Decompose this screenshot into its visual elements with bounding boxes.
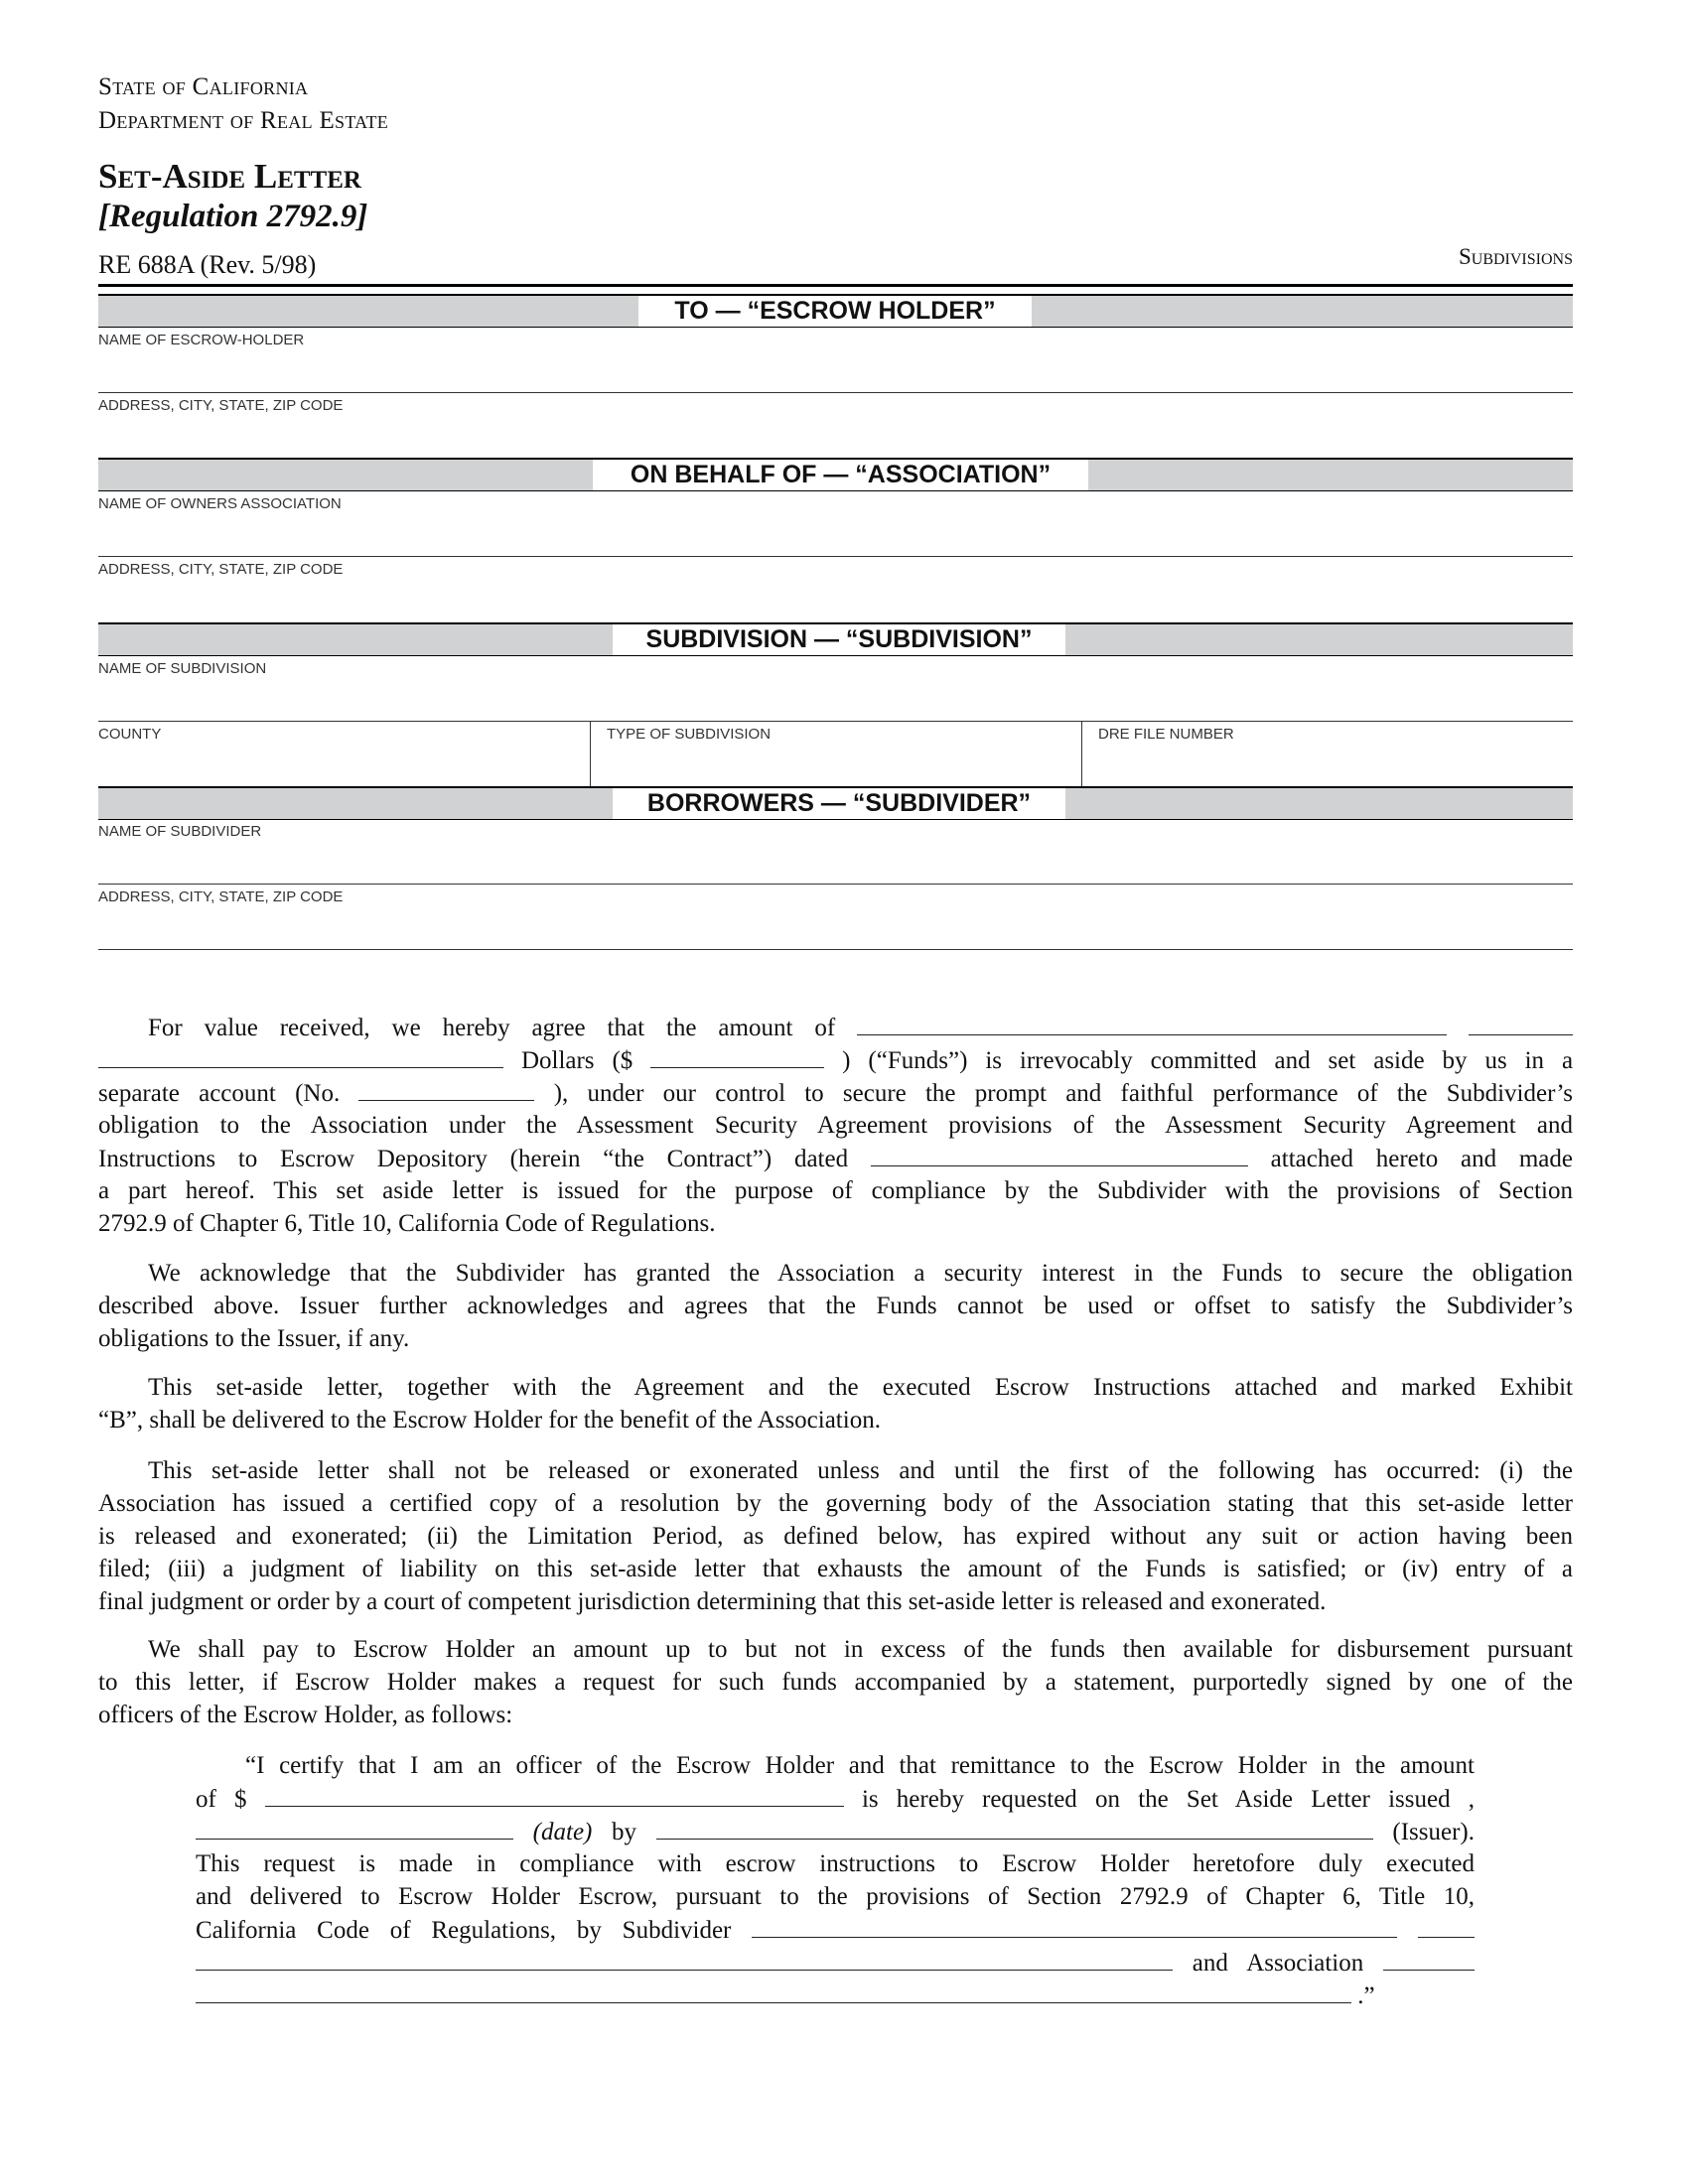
subdivider-address-label: ADDRESS, CITY, STATE, ZIP CODE	[98, 888, 344, 905]
paragraph-line	[196, 1979, 1475, 2011]
text-segment: We shall pay to Escrow Holder an amount up to but not in excess of the funds then available for disbursement pursuant	[148, 1636, 1573, 1663]
text-segment: attached hereto and made	[1270, 1146, 1573, 1172]
escrow-address-label: ADDRESS, CITY, STATE, ZIP CODE	[98, 397, 344, 414]
paragraph-line	[98, 1043, 1573, 1076]
fill-in-blank[interactable]	[358, 1076, 534, 1101]
paragraph-line	[98, 1553, 1573, 1585]
paragraph-line	[98, 1322, 1573, 1355]
paragraph-line	[148, 1257, 1573, 1290]
fill-in-blank[interactable]	[871, 1142, 1248, 1166]
fill-in-blank[interactable]	[98, 1043, 503, 1068]
text-segment: to this letter, if Escrow Holder makes a request for such funds accompanied by a statement, purportedly signed by one of the	[98, 1669, 1573, 1696]
association-address-label: ADDRESS, CITY, STATE, ZIP CODE	[98, 561, 344, 578]
subdivision-type-field[interactable]	[593, 743, 1079, 784]
text-segment: California Code of Regulations, by Subdivider	[196, 1917, 732, 1944]
section-heading-subdivider: BORROWERS — “SUBDIVIDER”	[613, 788, 1065, 819]
paragraph-line	[98, 1585, 1573, 1618]
text-segment: of $	[196, 1786, 247, 1813]
text-segment: a part hereof. This set aside letter is issued for the purpose of compliance by the Subdivider with the provisions of Section	[98, 1177, 1573, 1204]
subdivider-address-field[interactable]	[98, 904, 1573, 948]
dre-file-number-field[interactable]	[1084, 743, 1573, 784]
text-segment: For value received, we hereby agree that the amount of	[148, 1015, 836, 1041]
field-line	[98, 392, 1573, 393]
text-segment: filed; (iii) a judgment of liability on this set-aside letter that exhausts the amount of the Funds is satisfied; or (iv) entry of a	[98, 1556, 1573, 1582]
paragraph-line	[98, 1076, 1573, 1109]
paragraph-line	[245, 1749, 1475, 1782]
fill-in-blank[interactable]	[265, 1782, 844, 1807]
regulation-reference: [Regulation 2792.9]	[98, 199, 368, 234]
paragraph-line	[196, 1815, 1475, 1847]
paragraph-line	[196, 1946, 1475, 1979]
text-segment: Instructions to Escrow Depository (herein “the Contract”) dated	[98, 1146, 849, 1172]
text-segment: 2792.9 of Chapter 6, Title 10, California Code of Regulations.	[98, 1210, 716, 1237]
paragraph-line	[98, 1666, 1573, 1699]
text-segment: We acknowledge that the Subdivider has granted the Association a security interest in the Funds to secure the obligation	[148, 1260, 1573, 1287]
paragraph-line	[196, 1880, 1475, 1913]
form-number: RE 688A (Rev. 5/98)	[98, 250, 317, 279]
text-segment: .”	[1357, 1982, 1375, 2009]
text-segment: is hereby requested on the Set Aside Letter issued ,	[861, 1786, 1476, 1813]
association-name-field[interactable]	[98, 511, 1573, 555]
escrow-address-field[interactable]	[98, 413, 1573, 457]
section-band-escrow	[98, 294, 1573, 328]
fill-in-blank[interactable]	[196, 1979, 1351, 2003]
county-field[interactable]	[98, 743, 587, 784]
text-segment: ) (“Funds”) is irrevocably committed and set aside by us in a	[842, 1047, 1574, 1074]
paragraph-line	[98, 1520, 1573, 1553]
text-segment: obligations to the Issuer, if any.	[98, 1325, 410, 1352]
county-label: COUNTY	[98, 726, 162, 743]
text-segment: This set-aside letter shall not be released or exonerated unless and until the first of the following has occurred: (i) the	[148, 1457, 1573, 1484]
paragraph-line	[196, 1847, 1475, 1880]
section-band-subdivider	[98, 786, 1573, 820]
association-name-label: NAME OF OWNERS ASSOCIATION	[98, 495, 342, 512]
form-title: Set-Aside Letter	[98, 157, 361, 196]
field-divider	[1081, 721, 1082, 786]
text-segment: “B”, shall be delivered to the Escrow Holder for the benefit of the Association.	[98, 1407, 881, 1433]
section-band-subdivision	[98, 622, 1573, 656]
text-segment: is released and exonerated; (ii) the Limitation Period, as defined below, has expired without any suit or action having been	[98, 1523, 1573, 1550]
subdivider-name-field[interactable]	[98, 839, 1573, 883]
text-segment: and Association	[1192, 1950, 1364, 1977]
subdivision-name-label: NAME OF SUBDIVISION	[98, 660, 267, 677]
fill-in-blank[interactable]	[196, 1815, 513, 1840]
text-segment: described above. Issuer further acknowledges and agrees that the Funds cannot be used or offset to satisfy the Subdivider’s	[98, 1293, 1573, 1319]
association-address-field[interactable]	[98, 577, 1573, 620]
text-segment: separate account (No.	[98, 1080, 341, 1107]
text-segment: Dollars ($	[520, 1047, 633, 1074]
text-segment: and delivered to Escrow Holder Escrow, pursuant to the provisions of Section 2792.9 of Chapter 6, Title 10,	[196, 1883, 1475, 1910]
field-divider	[590, 721, 591, 786]
escrow-name-field[interactable]	[98, 347, 1573, 391]
paragraph-line	[148, 1454, 1573, 1487]
text-segment: (Issuer).	[1392, 1819, 1475, 1845]
text-segment: ), under our control to secure the prompt and faithful performance of the Subdivider’s	[553, 1080, 1574, 1107]
text-segment: Association has issued a certified copy of a resolution by the governing body of the Association stating that this set-aside letter	[98, 1490, 1573, 1517]
fill-in-blank[interactable]	[656, 1815, 1373, 1840]
field-line	[98, 884, 1573, 885]
subdivision-name-field[interactable]	[98, 676, 1573, 720]
paragraph-line	[98, 1109, 1573, 1142]
escrow-name-label: NAME OF ESCROW-HOLDER	[98, 332, 305, 348]
text-segment: by	[612, 1819, 637, 1845]
paragraph-line	[196, 1913, 1475, 1946]
field-line	[98, 556, 1573, 557]
field-line	[98, 721, 1573, 722]
text-segment: (date)	[532, 1819, 593, 1845]
fill-in-blank[interactable]	[857, 1011, 1447, 1035]
section-heading-subdivision: SUBDIVISION — “SUBDIVISION”	[613, 624, 1065, 655]
fill-in-blank[interactable]	[196, 1946, 1173, 1971]
header-divider	[98, 284, 1573, 287]
text-segment: officers of the Escrow Holder, as follows:	[98, 1702, 513, 1728]
paragraph-line	[98, 1404, 1573, 1436]
paragraph-line	[98, 1174, 1573, 1207]
subdivision-type-label: TYPE OF SUBDIVISION	[607, 726, 772, 743]
subdivider-name-label: NAME OF SUBDIVIDER	[98, 823, 262, 840]
paragraph-line	[148, 1633, 1573, 1666]
text-segment: This set-aside letter, together with the Agreement and the executed Escrow Instructions attached and marked Exhibit	[148, 1374, 1573, 1401]
paragraph-line	[98, 1699, 1573, 1731]
state-name: State of California	[98, 73, 309, 100]
dre-file-number-label: DRE FILE NUMBER	[1098, 726, 1234, 743]
form-category: Subdivisions	[1458, 244, 1573, 269]
paragraph-line	[148, 1011, 1573, 1043]
fill-in-blank[interactable]	[1469, 1011, 1573, 1035]
department-name: Department of Real Estate	[98, 107, 389, 134]
fill-in-blank[interactable]	[650, 1043, 824, 1068]
paragraph-line	[98, 1290, 1573, 1322]
field-line	[98, 949, 1573, 950]
paragraph-line	[98, 1487, 1573, 1520]
fill-in-blank[interactable]	[1383, 1946, 1475, 1971]
text-segment: final judgment or order by a court of competent jurisdiction determining that this set-aside letter is released and exonerated.	[98, 1588, 1327, 1615]
text-segment: obligation to the Association under the Assessment Security Agreement provisions of the Assessment Security Agreement and	[98, 1112, 1573, 1139]
fill-in-blank[interactable]	[752, 1913, 1397, 1938]
section-heading-escrow: TO — “ESCROW HOLDER”	[638, 296, 1032, 327]
section-heading-association: ON BEHALF OF — “ASSOCIATION”	[593, 460, 1088, 490]
paragraph-line	[98, 1142, 1573, 1174]
fill-in-blank[interactable]	[1418, 1913, 1475, 1938]
section-band-association	[98, 458, 1573, 491]
paragraph-line	[98, 1207, 1573, 1240]
text-segment: “I certify that I am an officer of the Escrow Holder and that remittance to the Escrow Holder in the amount	[245, 1752, 1475, 1779]
text-segment: This request is made in compliance with escrow instructions to Escrow Holder heretofore duly executed	[196, 1850, 1475, 1877]
paragraph-line	[196, 1782, 1475, 1815]
paragraph-line	[148, 1371, 1573, 1404]
